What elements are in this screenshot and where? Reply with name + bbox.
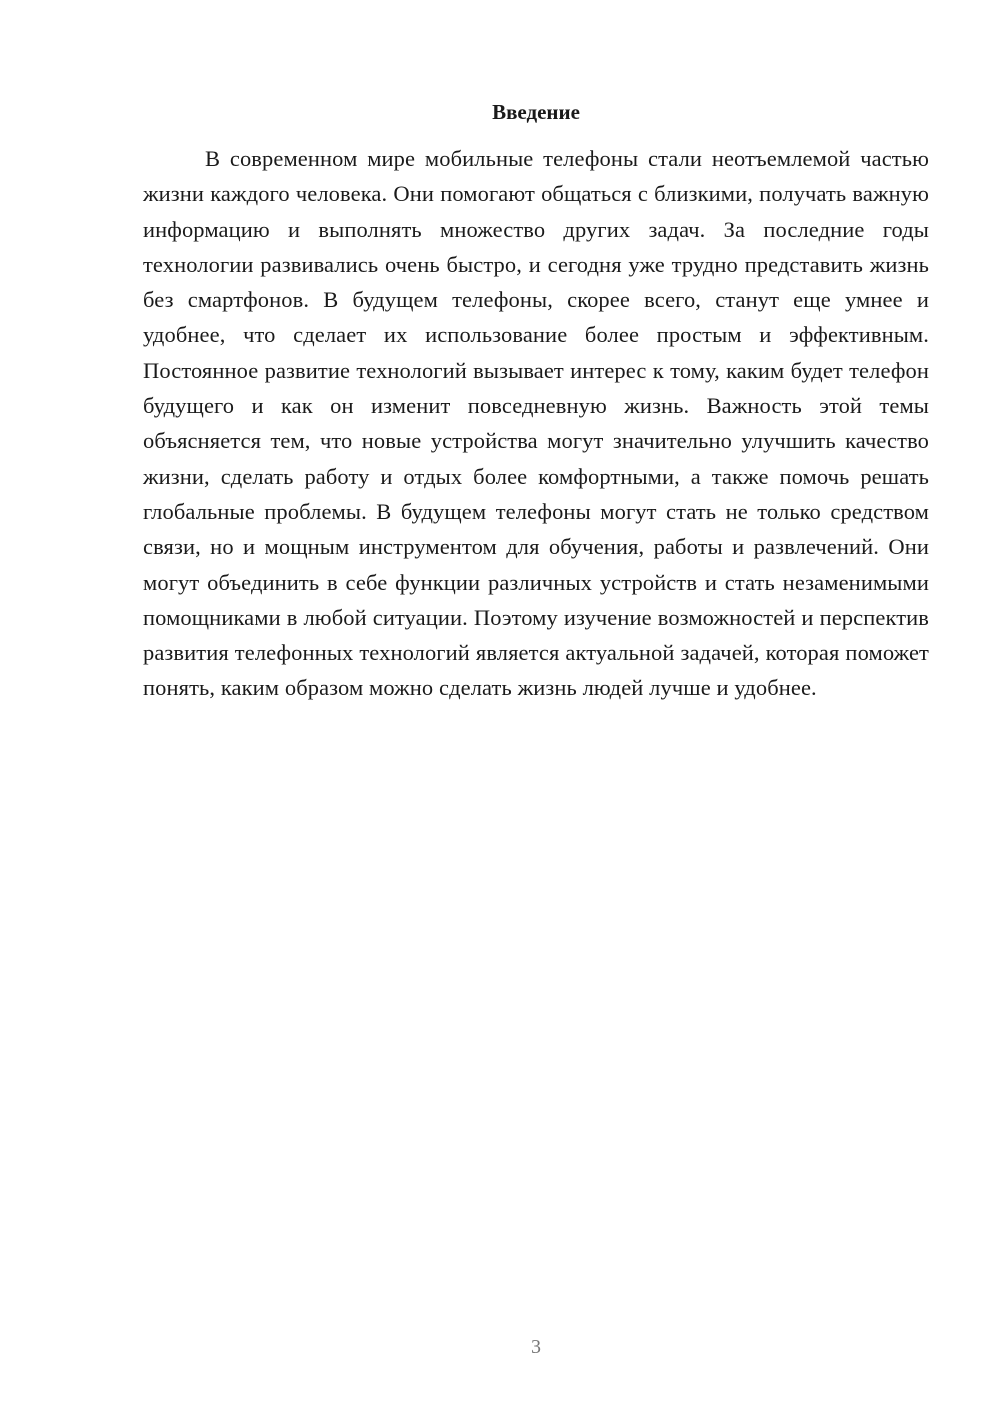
- section-heading: Введение: [492, 100, 580, 124]
- body-paragraph: В современном мире мобильные телефоны стали неотъемлемой частью жизни каждого человека. Они помогают общаться с близкими, получать важную информацию и выполнять множество других задач. За последние годы технологии развивались очень быстро, и сегодня уже трудно представить жизнь без смартфонов. В будущем телефоны, скорее всего, станут еще умнее и удобнее, что сделает их использование более простым и эффективным. Постоянное развитие технологий вызывает интерес к тому, каким будет телефон будущего и как он изменит повседневную жизнь. Важность этой темы объясняется тем, что новые устройства могут значительно улучшить качество жизни, сделать работу и отдых более комфортными, а также помочь решать глобальные проблемы. В будущем телефоны могут стать не только средством связи, но и мощным инструментом для обучения, работы и развлечений. Они могут объединить в себе функции различных устройств и стать незаменимыми помощниками в любой ситуации. Поэтому изучение возможностей и перспектив развития телефонных технологий является актуальной задачей, которая поможет понять, каким образом можно сделать жизнь людей лучше и удобнее.: [143, 146, 929, 701]
- page-number: 3: [531, 1336, 541, 1358]
